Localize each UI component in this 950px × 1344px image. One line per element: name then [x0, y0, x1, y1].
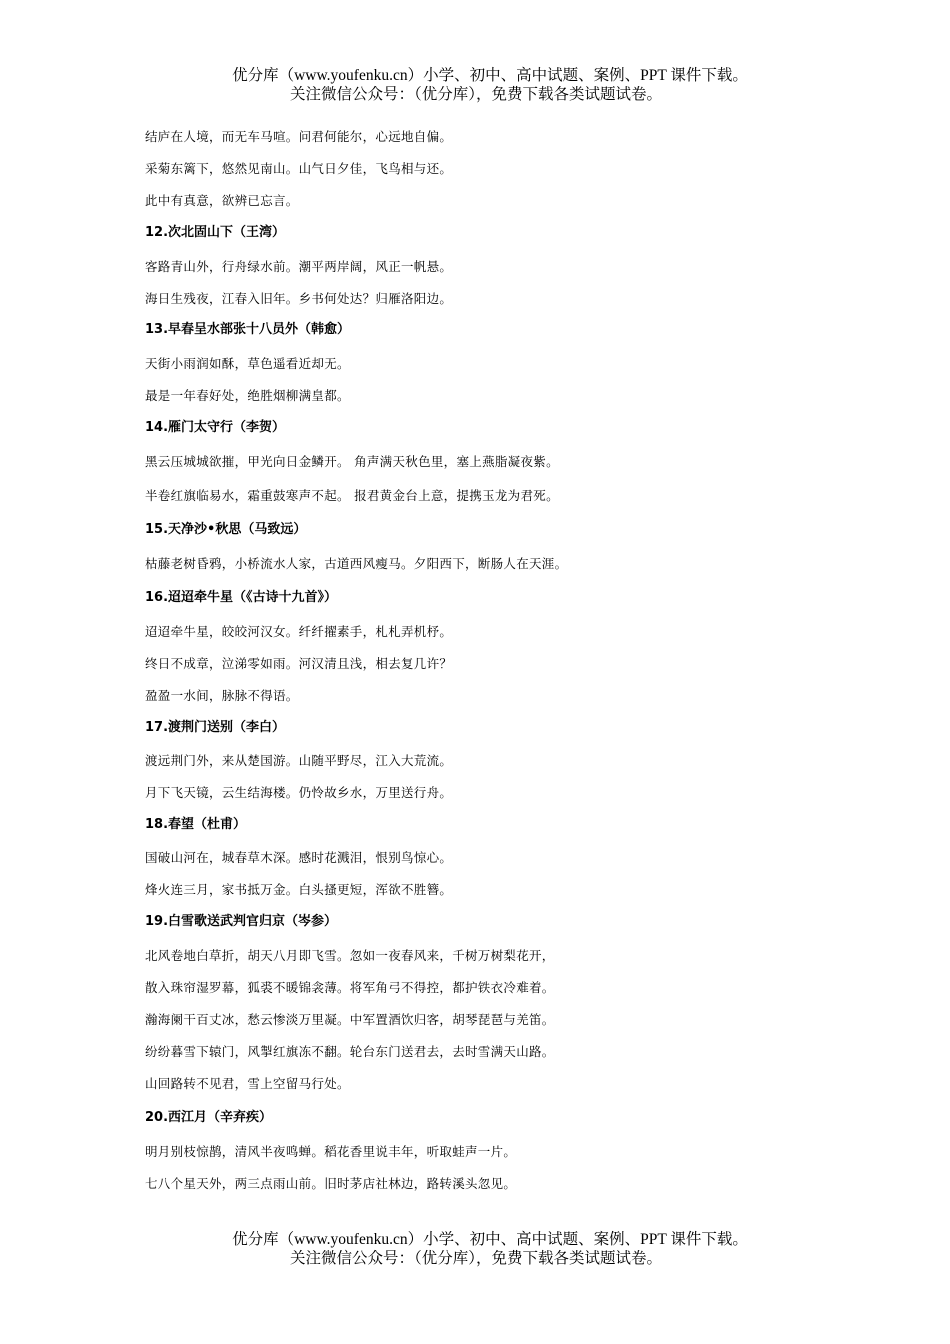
poem-line: 客路青山外，行舟绿水前。潮平两岸阔，风正一帆悬。	[145, 259, 453, 274]
poem-line: 瀚海阑干百丈冰，愁云惨淡万里凝。中军置酒饮归客，胡琴琵琶与羌笛。	[145, 1012, 555, 1027]
poem-line: 此中有真意，欲辨已忘言。	[145, 193, 299, 208]
poem-line: 散入珠帘湿罗幕，狐裘不暖锦衾薄。将军角弓不得控，都护铁衣冷难着。	[145, 980, 555, 995]
poem-line: 海日生残夜，江春入旧年。乡书何处达？归雁洛阳边。	[145, 291, 453, 306]
header-line-2: 关注微信公众号：（优分库），免费下载各类试题试卷。	[289, 86, 662, 103]
poem-line: 七八个星天外，两三点雨山前。旧时茅店社林边，路转溪头忽见。	[145, 1176, 517, 1191]
poem-title: 13.早春呈水部张十八员外（韩愈）	[145, 322, 351, 337]
poem-line: 终日不成章，泣涕零如雨。河汉清且浅，相去复几许？	[145, 656, 453, 671]
poem-line: 迢迢牵牛星，皎皎河汉女。纤纤擢素手，札札弄机杼。	[145, 624, 453, 639]
poem-title: 18.春望（杜甫）	[145, 817, 247, 832]
poem-line: 采菊东篱下，悠然见南山。山气日夕佳，飞鸟相与还。	[145, 161, 453, 176]
page-footer	[0, 1230, 950, 1268]
poem-line: 枯藤老树昏鸦，小桥流水人家，古道西风瘦马。夕阳西下，断肠人在天涯。	[145, 556, 568, 571]
footer-line-1: 优分库（www.youfenku.cn）小学、初中、高中试题、案例、PPT 课件下载。	[232, 1231, 748, 1248]
poem-line: 盈盈一水间，脉脉不得语。	[145, 688, 299, 703]
poem-line: 山回路转不见君，雪上空留马行处。	[145, 1076, 350, 1091]
poem-title: 17.渡荆门送别（李白）	[145, 720, 286, 735]
poem-line: 结庐在人境，而无车马喧。问君何能尔，心远地自偏。	[145, 129, 453, 144]
poem-line: 北风卷地白草折，胡天八月即飞雪。忽如一夜春风来，千树万树梨花开，	[145, 948, 555, 963]
poem-line: 明月别枝惊鹊，清风半夜鸣蝉。稻花香里说丰年，听取蛙声一片。	[145, 1144, 517, 1159]
poem-title: 20.西江月（辛弃疾）	[145, 1110, 273, 1125]
poem-title: 19.白雪歌送武判官归京（岑参）	[145, 914, 338, 929]
poem-line: 半卷红旗临易水，霜重鼓寒声不起。 报君黄金台上意，提携玉龙为君死。	[145, 488, 559, 503]
poem-line: 月下飞天镜，云生结海楼。仍怜故乡水，万里送行舟。	[145, 785, 453, 800]
footer-line-2: 关注微信公众号：（优分库），免费下载各类试题试卷。	[289, 1250, 662, 1267]
poem-title: 14.雁门太守行（李贺）	[145, 420, 286, 435]
header-line-1: 优分库（www.youfenku.cn）小学、初中、高中试题、案例、PPT 课件下载。	[232, 67, 748, 84]
poem-line: 最是一年春好处，绝胜烟柳满皇都。	[145, 388, 350, 403]
poem-line: 黑云压城城欲摧，甲光向日金鳞开。 角声满天秋色里，塞上燕脂凝夜紫。	[145, 454, 559, 469]
poem-title: 16.迢迢牵牛星（《古诗十九首》）	[145, 590, 338, 605]
page-header	[0, 66, 950, 104]
poem-title: 15.天净沙•秋思（马致远）	[145, 522, 307, 537]
poem-line: 天街小雨润如酥，草色遥看近却无。	[145, 356, 350, 371]
poem-line: 烽火连三月，家书抵万金。白头搔更短，浑欲不胜簪。	[145, 882, 453, 897]
poem-line: 渡远荆门外，来从楚国游。山随平野尽，江入大荒流。	[145, 753, 453, 768]
poem-title: 12.次北固山下（王湾）	[145, 225, 286, 240]
poem-line: 纷纷暮雪下辕门，风掣红旗冻不翻。轮台东门送君去，去时雪满天山路。	[145, 1044, 555, 1059]
poem-line: 国破山河在，城春草木深。感时花溅泪，恨别鸟惊心。	[145, 850, 453, 865]
